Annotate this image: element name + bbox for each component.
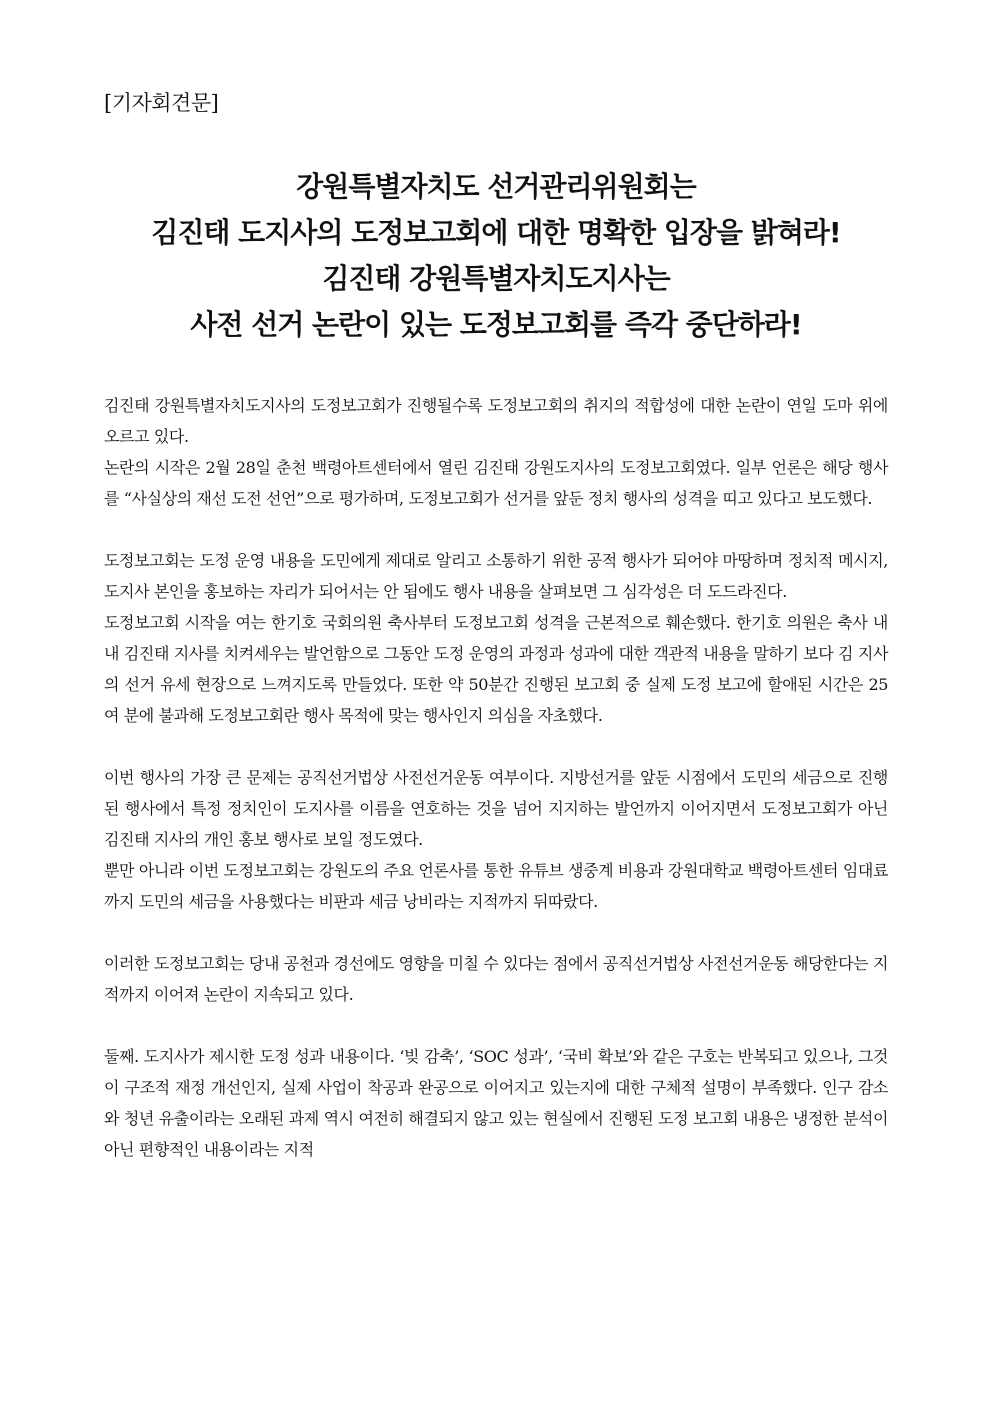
paragraph-gap (104, 514, 888, 545)
document-title (0, 164, 992, 348)
body-paragraph: 이러한 도정보고회는 당내 공천과 경선에도 영향을 미칠 수 있다는 점에서 공직선거법상 사전선거운동 해당한다는 지적까지 이어져 논란이 지속되고 있다. (104, 954, 888, 1004)
body-paragraph: 둘째. 도지사가 제시한 도정 성과 내용이다. ‘빚 감축’, ‘SOC 성과’, ‘국비 확보’와 같은 구호는 반복되고 있으나, 그것이 구조적 재정 개선인지, 실제 사업이 착공과 완공으로 이어지고 있는지에 대한 구체적 설명이 부족했다. 인구 감소와 청년 유출이라는 오래된 과제 역시 여전히 해결되지 않고 있는 현실에서 진행된 도정 보고회 내용은 냉정한 분석이 아닌 편향적인 내용이라는 지적 (104, 1047, 888, 1159)
body-paragraph: 논란의 시작은 2월 28일 춘천 백령아트센터에서 열린 김진태 강원도지사의 도정보고회였다. 일부 언론은 해당 행사를 “사실상의 재선 도전 선언”으로 평가하며, 도정보고회가 선거를 앞둔 정치 행사의 성격을 띠고 있다고 보도했다. (104, 458, 888, 508)
paragraph-gap (104, 1010, 888, 1041)
title-line: 강원특별자치도 선거관리위원회는 (296, 170, 696, 203)
title-line: 김진태 도지사의 도정보고회에 대한 명확한 입장을 밝혀라! (151, 216, 841, 249)
body-paragraph: 이번 행사의 가장 큰 문제는 공직선거법상 사전선거운동 여부이다. 지방선거를 앞둔 시점에서 도민의 세금으로 진행된 행사에서 특정 정치인이 도지사를 이름을 연호하는 것을 넘어 지지하는 발언까지 이어지면서 도정보고회가 아닌 김진태 지사의 개인 홍보 행사로 보일 정도였다. (104, 768, 888, 849)
body-paragraph: 뿐만 아니라 이번 도정보고회는 강원도의 주요 언론사를 통한 유튜브 생중계 비용과 강원대학교 백령아트센터 임대료까지 도민의 세금을 사용했다는 비판과 세금 낭비라는 지적까지 뒤따랐다. (104, 861, 888, 911)
body-paragraph: 도정보고회 시작을 여는 한기호 국회의원 축사부터 도정보고회 성격을 근본적으로 훼손했다. 한기호 의원은 축사 내내 김진태 지사를 치켜세우는 발언함으로 그동안 도정 운영의 과정과 성과에 대한 객관적 내용을 말하기 보다 김 지사의 선거 유세 현장으로 느껴지도록 만들었다. 또한 약 50분간 진행된 보고회 중 실제 도정 보고에 할애된 시간은 25여 분에 불과해 도정보고회란 행사 목적에 맞는 행사인지 의심을 자초했다. (104, 613, 889, 725)
document-body (104, 390, 888, 1165)
document-label: [기자회견문] (104, 91, 219, 115)
body-paragraph: 도정보고회는 도정 운영 내용을 도민에게 제대로 알리고 소통하기 위한 공적 행사가 되어야 마땅하며 정치적 메시지, 도지사 본인을 홍보하는 자리가 되어서는 안 됨에도 행사 내용을 살펴보면 그 심각성은 더 도드라진다. (104, 551, 888, 601)
title-line: 사전 선거 논란이 있는 도정보고회를 즉각 중단하라! (190, 308, 802, 341)
paragraph-gap (104, 917, 888, 948)
title-line: 김진태 강원특별자치도지사는 (322, 262, 670, 295)
paragraph-gap (104, 731, 888, 762)
body-paragraph: 김진태 강원특별자치도지사의 도정보고회가 진행될수록 도정보고회의 취지의 적합성에 대한 논란이 연일 도마 위에 오르고 있다. (104, 396, 888, 446)
